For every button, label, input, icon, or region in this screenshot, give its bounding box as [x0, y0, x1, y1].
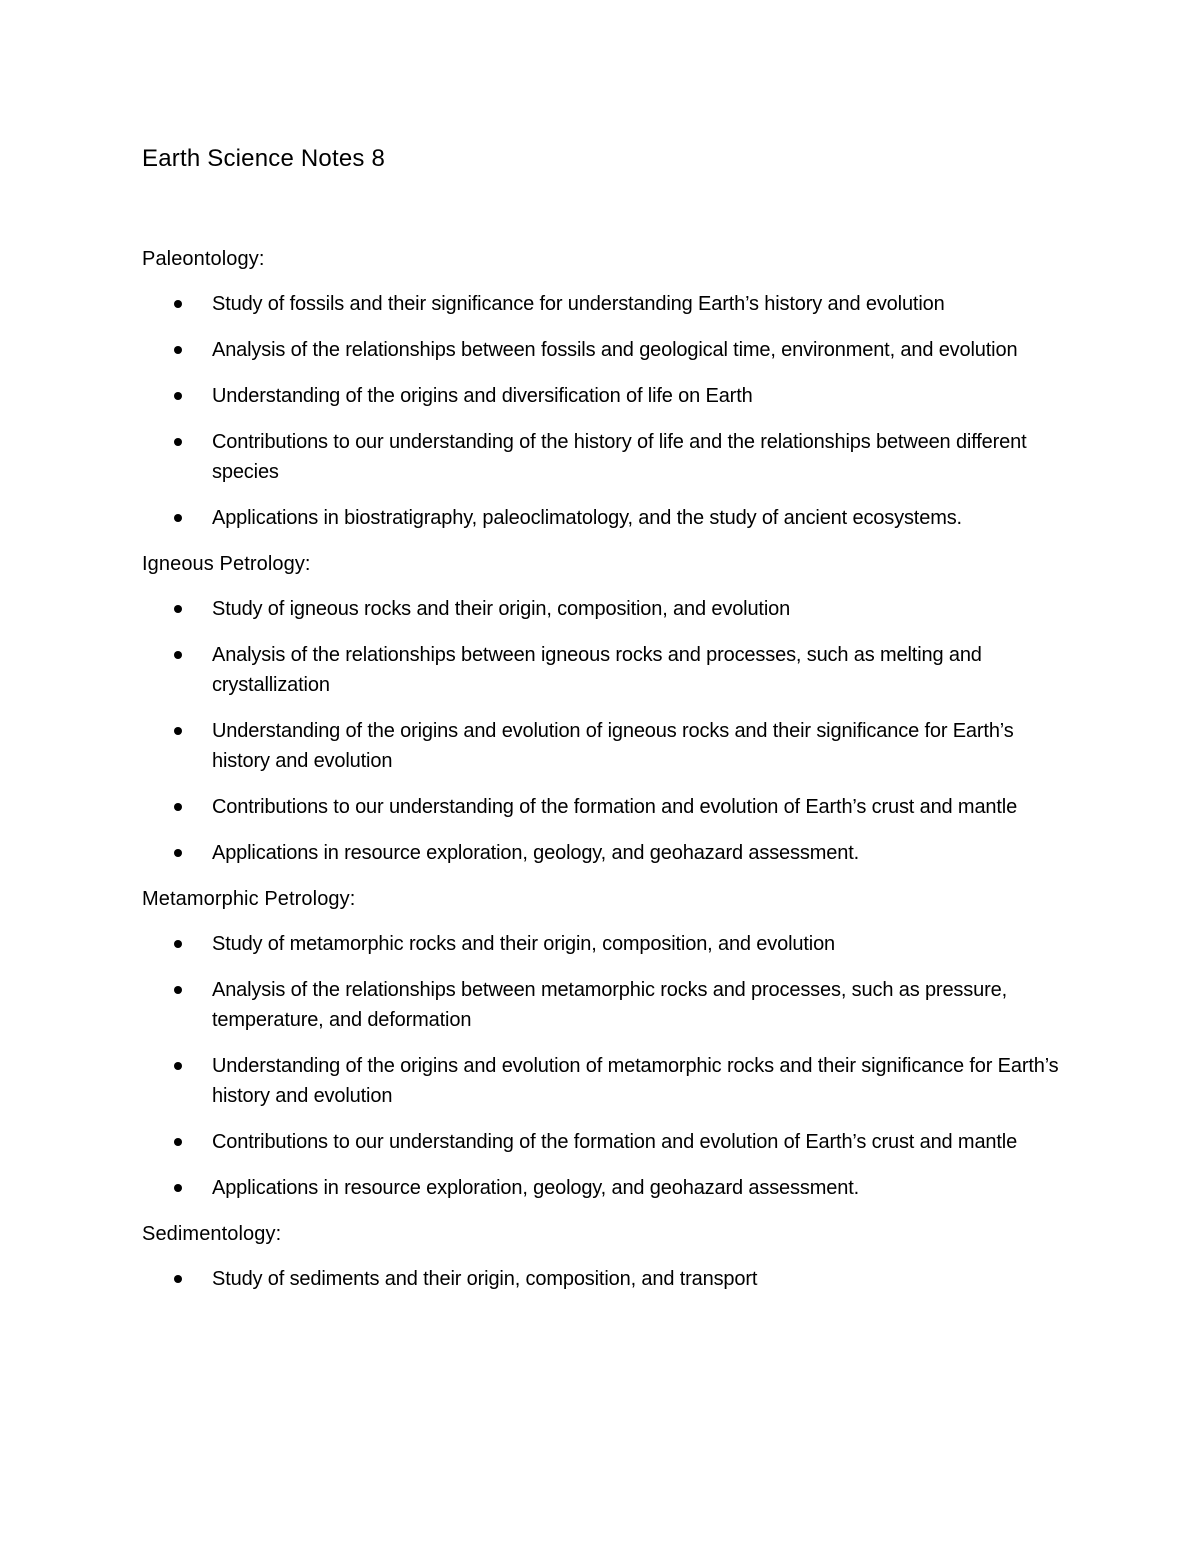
list-item [142, 975, 1062, 1035]
section-heading: Sedimentology: [142, 1223, 282, 1245]
section-metamorphic-petrology [142, 884, 1062, 1203]
list-item-text: Applications in resource exploration, geology, and geohazard assessment. [212, 1177, 860, 1199]
list-item-text: Understanding of the origins and evolution of igneous rocks and their significance for Earth’s history and evolution [212, 720, 1014, 772]
list-item [142, 427, 1062, 487]
section-sedimentology [142, 1219, 1062, 1294]
document-title: Earth Science Notes 8 [142, 145, 385, 172]
bullet-icon [174, 392, 182, 400]
list-item [142, 335, 1062, 365]
bullet-icon [174, 986, 182, 994]
bullet-icon [174, 651, 182, 659]
bullet-list [142, 594, 1062, 868]
section-heading: Metamorphic Petrology: [142, 888, 356, 910]
bullet-list [142, 289, 1062, 533]
section-paleontology [142, 244, 1062, 533]
bullet-icon [174, 940, 182, 948]
list-item [142, 503, 1062, 533]
bullet-icon [174, 605, 182, 613]
list-item-text: Contributions to our understanding of the history of life and the relationships between different species [212, 431, 1027, 483]
bullet-icon [174, 1275, 182, 1283]
list-item [142, 1173, 1062, 1203]
bullet-icon [174, 438, 182, 446]
bullet-icon [174, 727, 182, 735]
list-item [142, 594, 1062, 624]
list-item [142, 1051, 1062, 1111]
bullet-icon [174, 514, 182, 522]
list-item-text: Study of metamorphic rocks and their origin, composition, and evolution [212, 933, 836, 955]
section-heading: Paleontology: [142, 248, 265, 270]
bullet-icon [174, 300, 182, 308]
list-item [142, 640, 1062, 700]
list-item [142, 929, 1062, 959]
list-item-text: Study of fossils and their significance for understanding Earth’s history and evolution [212, 293, 945, 315]
section-heading: Igneous Petrology: [142, 553, 311, 575]
list-item [142, 1264, 1062, 1294]
bullet-icon [174, 1062, 182, 1070]
list-item-text: Analysis of the relationships between fossils and geological time, environment, and evolution [212, 339, 1018, 361]
list-item-text: Understanding of the origins and evolution of metamorphic rocks and their significance for Earth’s history and evolution [212, 1055, 1059, 1107]
bullet-icon [174, 803, 182, 811]
bullet-icon [174, 1184, 182, 1192]
document-content [142, 244, 1062, 1310]
list-item-text: Understanding of the origins and diversification of life on Earth [212, 385, 753, 407]
bullet-icon [174, 1138, 182, 1146]
list-item [142, 716, 1062, 776]
list-item-text: Applications in resource exploration, geology, and geohazard assessment. [212, 842, 860, 864]
section-igneous-petrology [142, 549, 1062, 868]
list-item [142, 1127, 1062, 1157]
list-item-text: Analysis of the relationships between metamorphic rocks and processes, such as pressure, temperature, and deformation [212, 979, 1007, 1031]
list-item-text: Study of sediments and their origin, composition, and transport [212, 1268, 758, 1290]
list-item-text: Study of igneous rocks and their origin, composition, and evolution [212, 598, 791, 620]
list-item [142, 289, 1062, 319]
bullet-list [142, 929, 1062, 1203]
list-item [142, 792, 1062, 822]
bullet-icon [174, 849, 182, 857]
bullet-icon [174, 346, 182, 354]
list-item-text: Analysis of the relationships between igneous rocks and processes, such as melting and crystallization [212, 644, 982, 696]
list-item-text: Contributions to our understanding of the formation and evolution of Earth’s crust and mantle [212, 1131, 1018, 1153]
list-item [142, 838, 1062, 868]
list-item [142, 381, 1062, 411]
list-item-text: Contributions to our understanding of the formation and evolution of Earth’s crust and mantle [212, 796, 1018, 818]
list-item-text: Applications in biostratigraphy, paleoclimatology, and the study of ancient ecosystems. [212, 507, 962, 529]
bullet-list [142, 1264, 1062, 1294]
